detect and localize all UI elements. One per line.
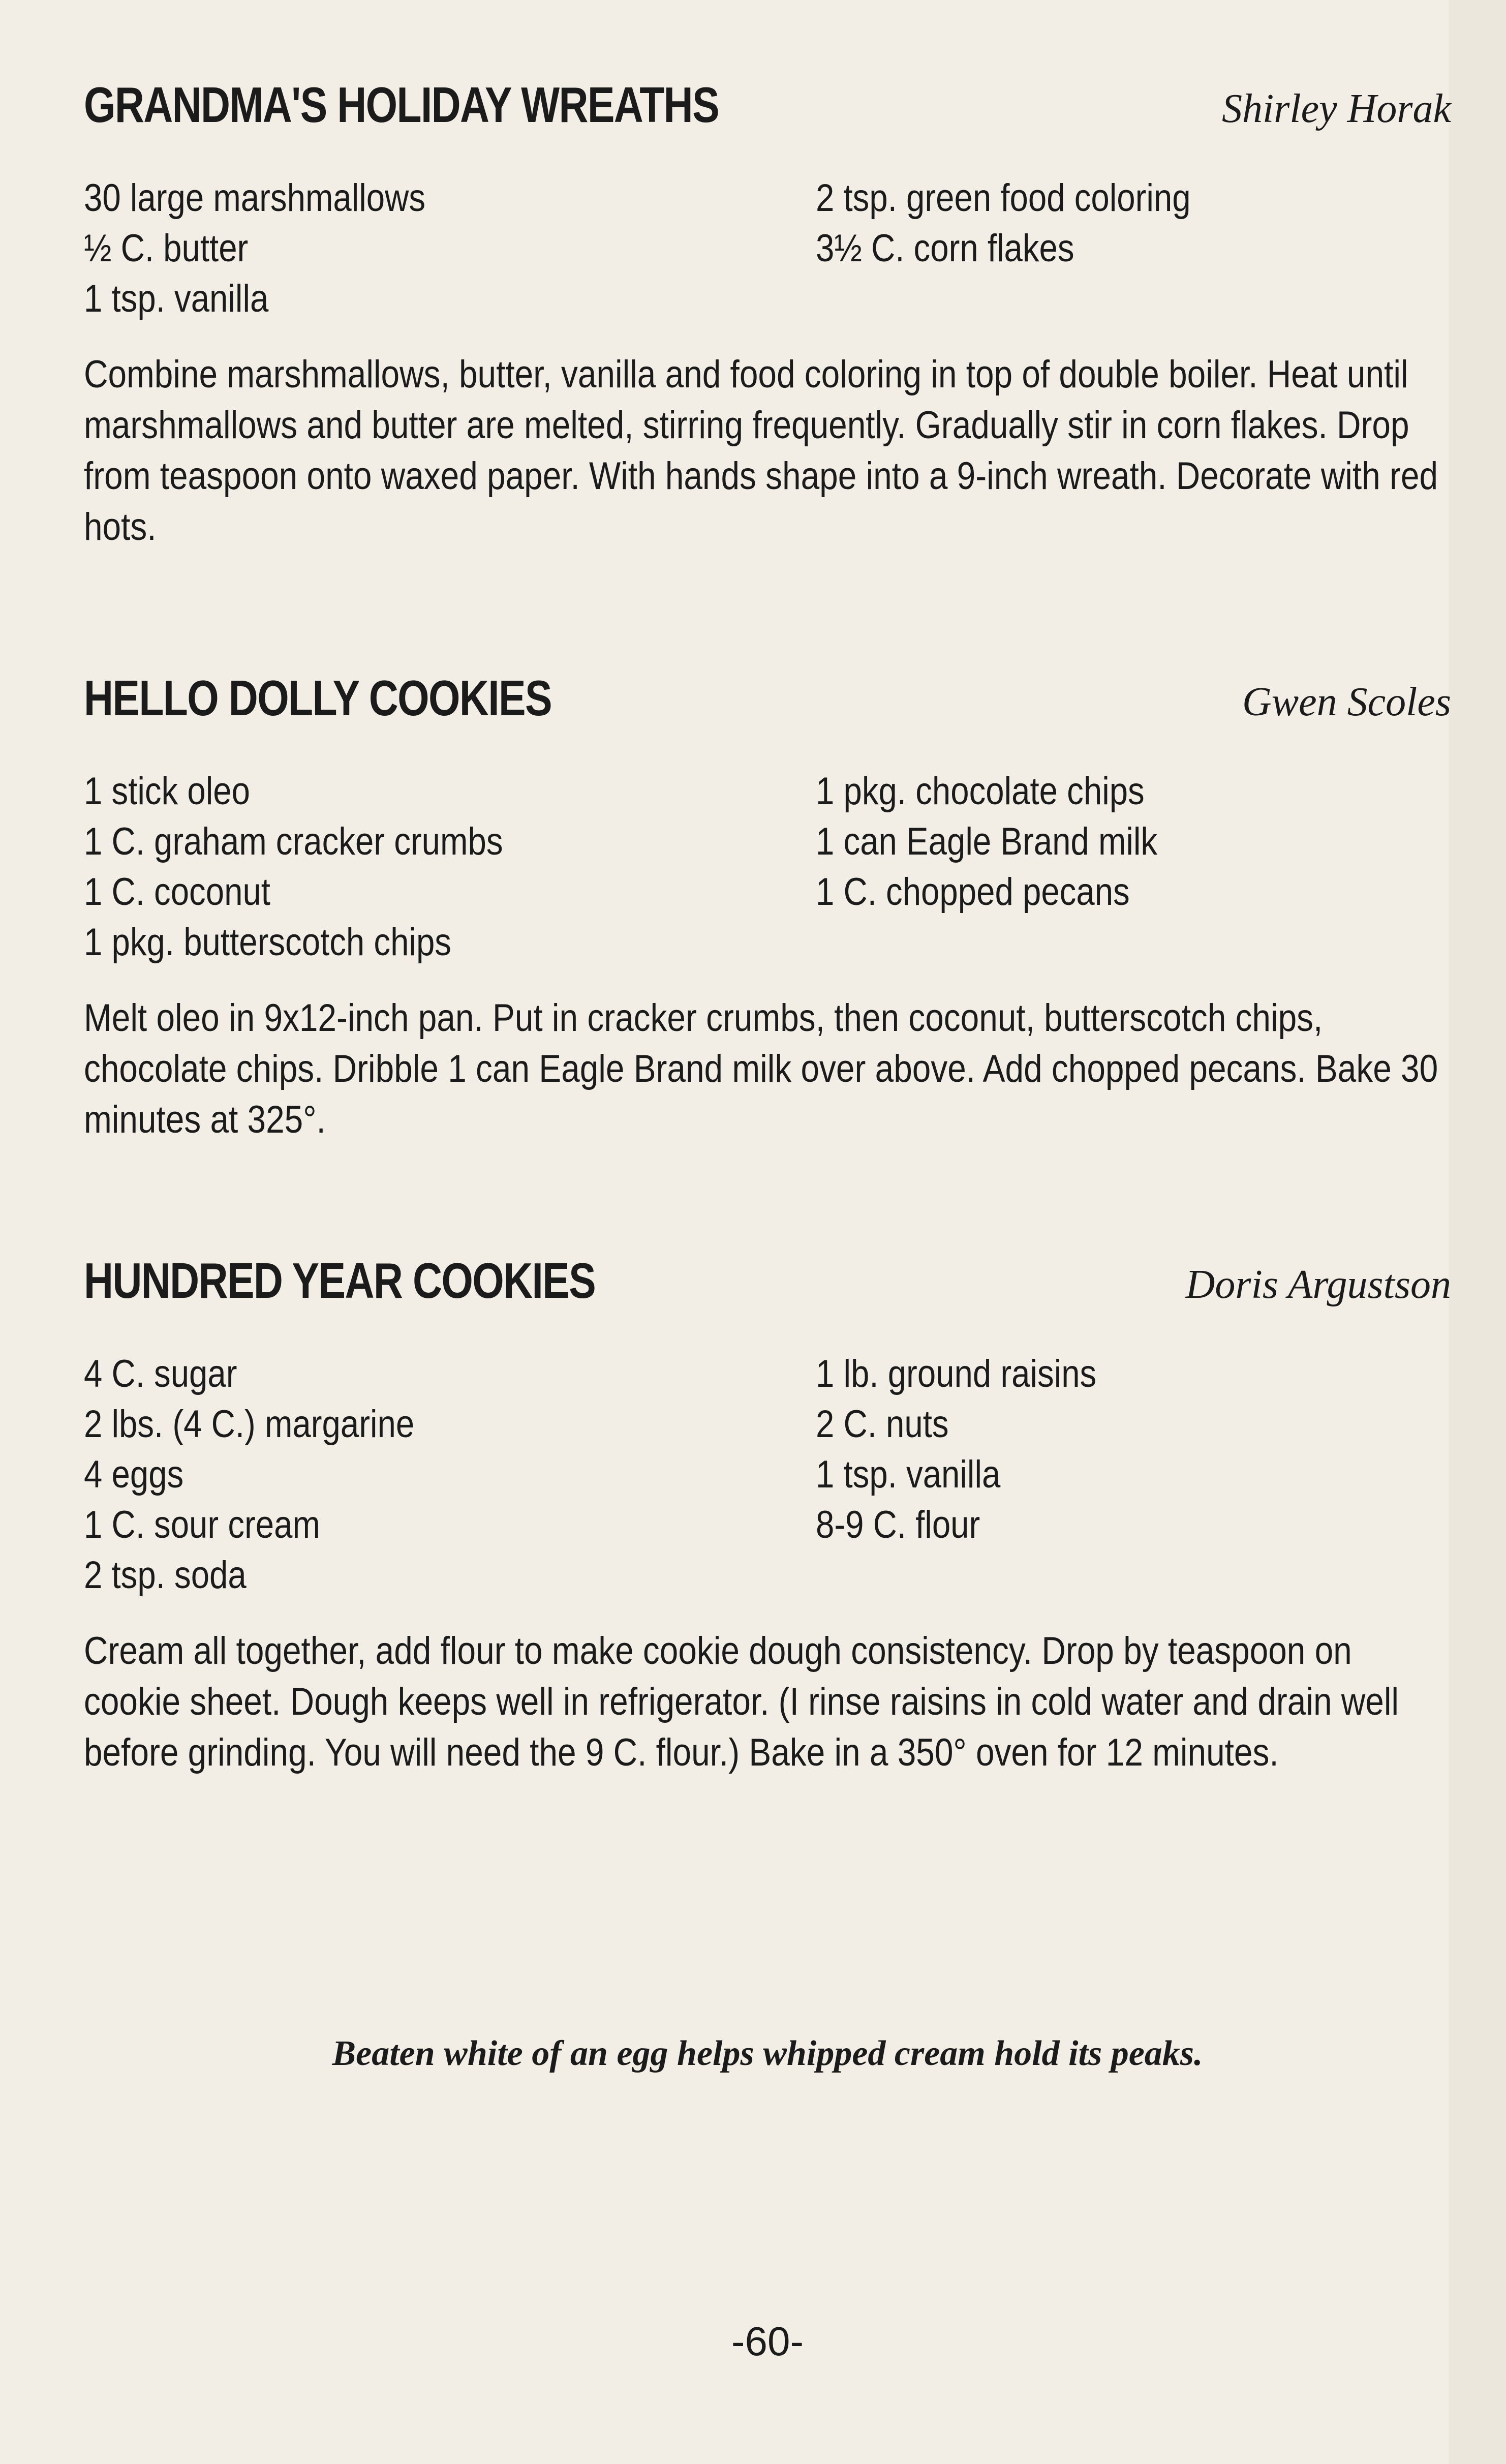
ingredient: 1 stick oleo [84, 770, 250, 813]
recipe-title: HUNDRED YEAR COOKIES [84, 1253, 596, 1309]
ingredient: 2 tsp. green food coloring [816, 176, 1191, 220]
recipe-author: Shirley Horak [1221, 86, 1451, 131]
ingredient: 1 tsp. vanilla [816, 1453, 1001, 1496]
ingredient: 2 tsp. soda [84, 1554, 247, 1597]
recipe-author: Gwen Scoles [1242, 680, 1451, 724]
recipe-directions: Cream all together, add flour to make cookie dough consistency. Drop by teaspoon on cookie sheet. Dough keeps well in refrigerator. (I rinse raisins in cold water and drain well before grinding. You will need the 9 C. flour.) Bake in a 350° oven for 12 minutes. [84, 1629, 1399, 1774]
ingredient: 1 C. graham cracker crumbs [84, 820, 503, 863]
recipe-title: HELLO DOLLY COOKIES [84, 670, 551, 726]
ingredient: 4 C. sugar [84, 1352, 237, 1395]
recipe-directions: Combine marshmallows, butter, vanilla and food coloring in top of double boiler. Heat until marshmallows and butter are melted, stirring frequently. Gradually stir in corn flakes. Drop from teaspoon onto waxed paper. With hands shape into a 9-inch wreath. Decorate with red hots. [84, 353, 1438, 549]
ingredient: 4 eggs [84, 1453, 184, 1496]
ingredient: 1 can Eagle Brand milk [816, 820, 1158, 863]
page-number: -60- [731, 2319, 804, 2364]
recipe-directions: Melt oleo in 9x12-inch pan. Put in cracker crumbs, then coconut, butterscotch chips, chocolate chips. Dribble 1 can Eagle Brand milk over above. Add chopped pecans. Bake 30 minutes at 325°. [84, 996, 1438, 1141]
ingredient: 1 C. coconut [84, 870, 270, 914]
ingredient: 2 lbs. (4 C.) margarine [84, 1403, 415, 1446]
ingredient: 1 pkg. chocolate chips [816, 770, 1145, 813]
ingredient: 1 C. sour cream [84, 1503, 320, 1546]
ingredient: ½ C. butter [84, 227, 249, 270]
recipe-author: Doris Argustson [1185, 1262, 1451, 1307]
ingredient: 1 C. chopped pecans [816, 870, 1130, 914]
ingredient: 2 C. nuts [816, 1403, 949, 1446]
ingredient: 1 pkg. butterscotch chips [84, 921, 451, 964]
recipe-title: GRANDMA'S HOLIDAY WREATHS [84, 77, 719, 133]
ingredient: 8-9 C. flour [816, 1503, 980, 1546]
ingredient: 1 tsp. vanilla [84, 277, 269, 320]
ingredient: 3½ C. corn flakes [816, 227, 1074, 270]
kitchen-tip: Beaten white of an egg helps whipped cream hold its peaks. [332, 2034, 1203, 2073]
ingredient: 1 lb. ground raisins [816, 1352, 1097, 1395]
page-footer [84, 0, 1451, 2464]
ingredient: 30 large marshmallows [84, 176, 426, 220]
